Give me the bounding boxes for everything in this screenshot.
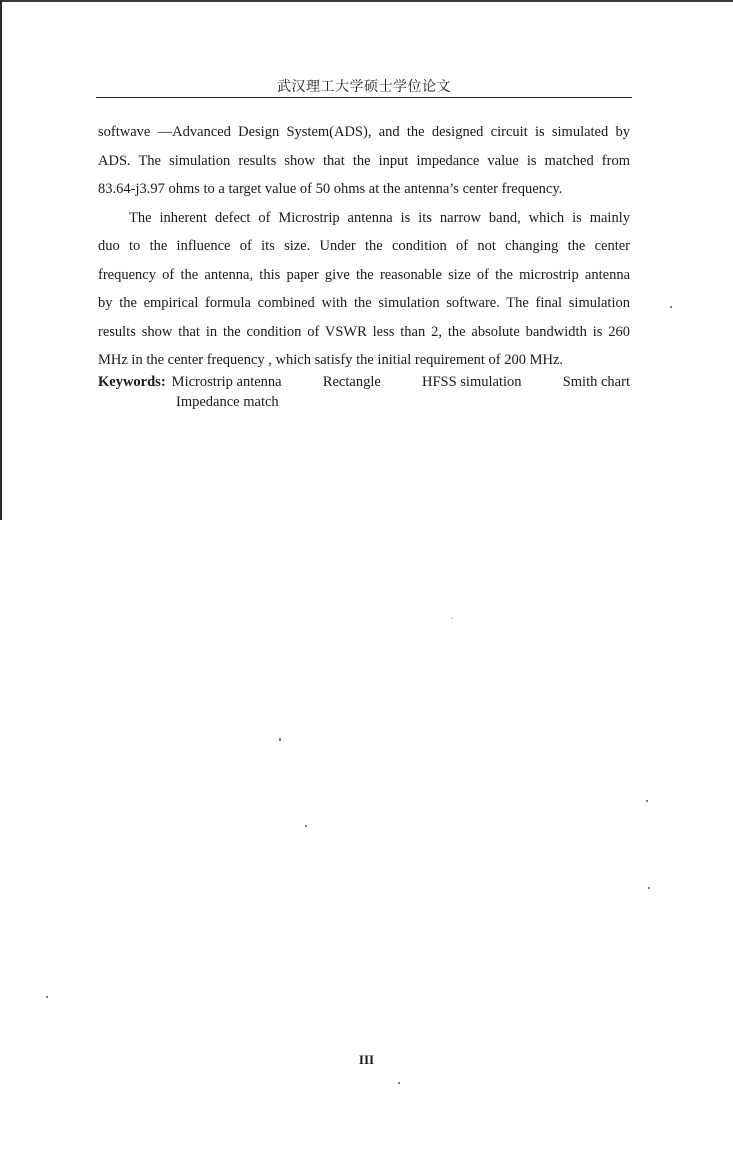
keyword-item: Impedance match bbox=[176, 394, 279, 410]
scan-speck bbox=[305, 825, 307, 827]
abstract-line: by the empirical formula combined with the simulation software. The final simulation bbox=[98, 295, 630, 311]
page-header-title: 武汉理工大学硕士学位论文 bbox=[277, 80, 451, 95]
header-rule bbox=[96, 97, 632, 98]
scan-speck bbox=[646, 800, 648, 802]
scan-speck bbox=[398, 1082, 400, 1084]
abstract-line: The inherent defect of Microstrip antenna is its narrow band, which is mainly bbox=[129, 209, 630, 226]
keywords-line bbox=[98, 372, 630, 392]
page-number: III bbox=[358, 1052, 375, 1067]
scan-speck bbox=[452, 618, 453, 619]
abstract-line: MHz in the center frequency , which satisfy the initial requirement of 200 MHz. bbox=[98, 352, 564, 368]
abstract-line: results show that in the condition of VSWR less than 2, the absolute bandwidth is 260 bbox=[98, 323, 630, 340]
scan-speck bbox=[279, 738, 281, 741]
keywords-label: Keywords: bbox=[98, 374, 166, 390]
keyword-item: HFSS simulation bbox=[422, 374, 522, 390]
keyword-item: Smith chart bbox=[562, 374, 630, 390]
scan-edge-left bbox=[0, 0, 2, 520]
scan-speck bbox=[46, 996, 48, 998]
abstract-line: frequency of the antenna, this paper give the reasonable size of the microstrip antenna bbox=[98, 266, 630, 283]
scan-speck bbox=[670, 306, 672, 308]
keyword-item: Rectangle bbox=[322, 374, 381, 390]
keywords-block bbox=[98, 372, 630, 412]
abstract-line: ADS. The simulation results show that the input impedance value is matched from bbox=[98, 152, 630, 169]
abstract-line: 83.64-j3.97 ohms to a target value of 50 ohms at the antenna’s center frequency. bbox=[98, 181, 563, 197]
abstract-text bbox=[98, 118, 630, 375]
keywords-list bbox=[172, 372, 630, 392]
abstract-line: duo to the influence of its size. Under the condition of not changing the center bbox=[98, 238, 630, 254]
scan-edge-top bbox=[0, 0, 733, 2]
keywords-line-continued bbox=[98, 392, 630, 412]
keyword-item: Microstrip antenna bbox=[171, 374, 282, 390]
scan-speck bbox=[648, 887, 650, 889]
abstract-line: softwave —Advanced Design System(ADS), and the designed circuit is simulated by bbox=[98, 124, 630, 140]
